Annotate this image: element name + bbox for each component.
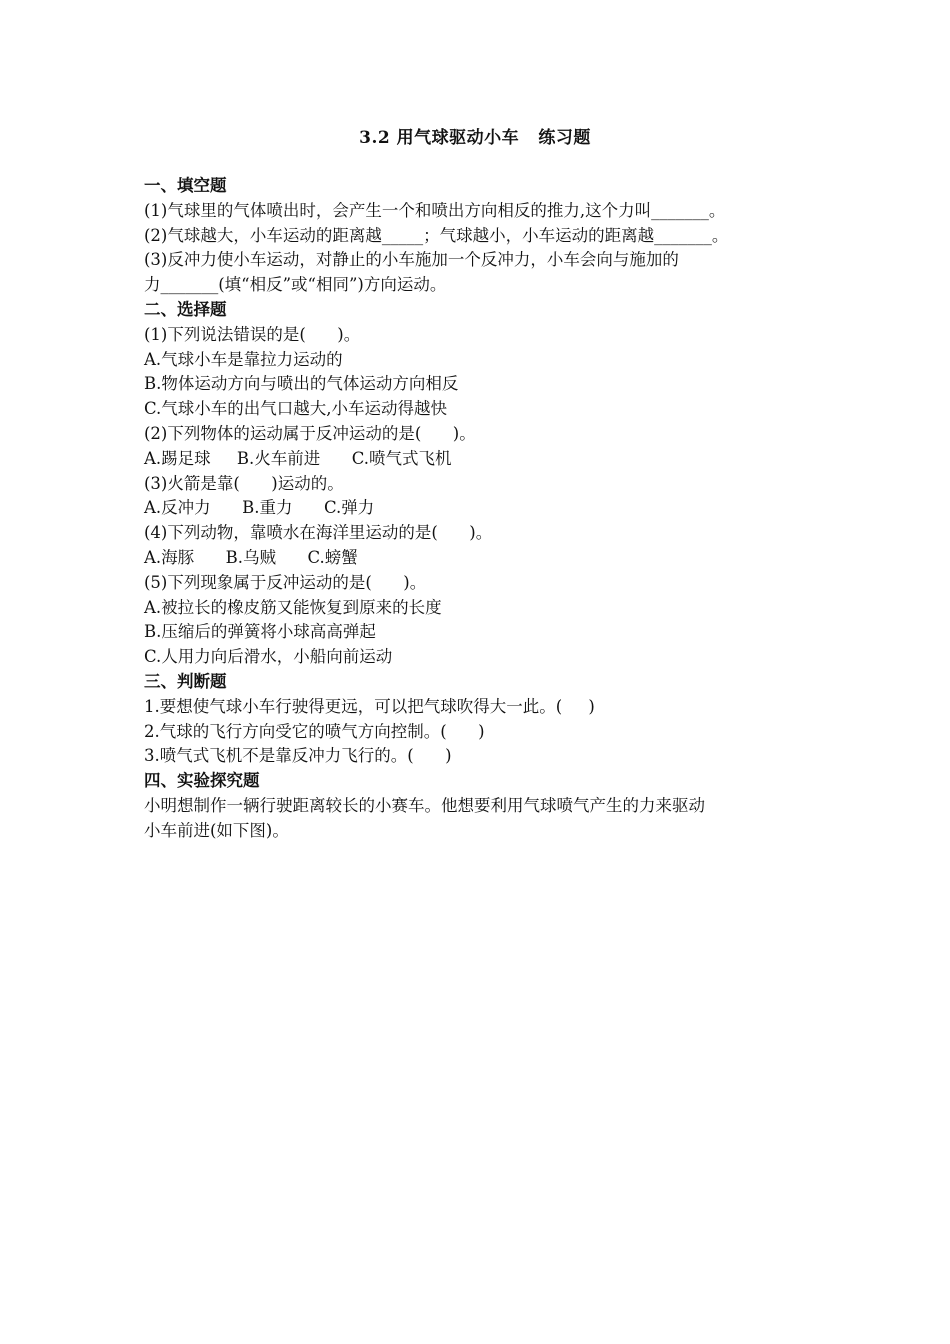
question-line: 力_______(填“相反”或“相同”)方向运动。 — [144, 275, 447, 295]
section-heading-fill-blank: 一、填空题 — [144, 176, 227, 195]
paragraph-line: 小明想制作一辆行驶距离较长的小赛车。他想要利用气球喷气产生的力来驱动 — [144, 795, 705, 815]
worksheet-title: 3.2 用气球驱动小车 练习题 — [359, 128, 591, 148]
section-heading-true-false: 三、判断题 — [144, 671, 227, 691]
option-line: C.气球小车的出气口越大,小车运动得越快 — [144, 399, 448, 419]
question-line: 2.气球的飞行方向受它的喷气方向控制。( ) — [144, 721, 485, 741]
question-line: (1)气球里的气体喷出时，会产生一个和喷出方向相反的推力,这个力叫_______。 — [144, 200, 726, 220]
option-line: B.物体运动方向与喷出的气体运动方向相反 — [144, 374, 459, 394]
question-line: 1.要想使气球小车行驶得更远，可以把气球吹得大一此。( ) — [144, 696, 595, 716]
option-line: A.海豚 B.乌贼 C.螃蟹 — [144, 547, 358, 567]
paragraph-line: 小车前进(如下图)。 — [144, 820, 289, 840]
question-line: 3.喷气式飞机不是靠反冲力飞行的。( ) — [144, 746, 452, 766]
worksheet-body — [144, 174, 834, 844]
option-line: A.气球小车是靠拉力运动的 — [144, 349, 343, 369]
option-line: A.踢足球 B.火车前进 C.喷气式飞机 — [144, 448, 452, 468]
option-line: C.人用力向后滑水，小船向前运动 — [144, 647, 393, 667]
question-line: (4)下列动物，靠喷水在海洋里运动的是( )。 — [144, 523, 493, 543]
question-line: (5)下列现象属于反冲运动的是( )。 — [144, 572, 427, 592]
question-line: (3)火箭是靠( )运动的。 — [144, 473, 344, 493]
option-line: A.反冲力 B.重力 C.弹力 — [144, 498, 375, 518]
question-line: (2)下列物体的运动属于反冲运动的是( )。 — [144, 423, 476, 443]
option-line: A.被拉长的橡皮筋又能恢复到原来的长度 — [144, 597, 442, 617]
option-line: B.压缩后的弹簧将小球高高弹起 — [144, 622, 376, 642]
question-line: (2)气球越大，小车运动的距离越_____；气球越小，小车运动的距离越_______。 — [144, 225, 729, 245]
question-line: (1)下列说法错误的是( )。 — [144, 324, 361, 344]
section-heading-multiple-choice: 二、选择题 — [144, 299, 227, 319]
section-heading-experiment: 四、实验探究题 — [144, 771, 260, 791]
question-line: (3)反冲力使小车运动，对静止的小车施加一个反冲力，小车会向与施加的 — [144, 250, 679, 270]
